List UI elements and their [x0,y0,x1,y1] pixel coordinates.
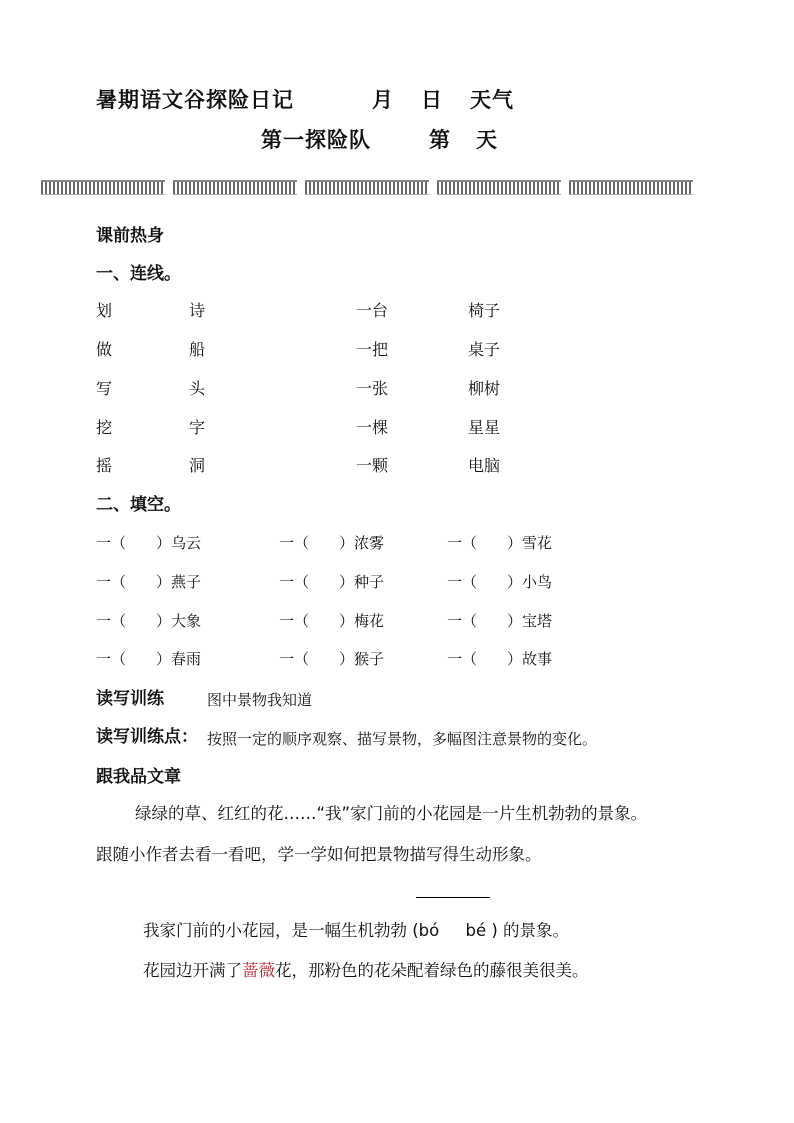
verb-item: 写 [96,379,113,398]
blank-word: 雪花 [522,534,553,552]
noun-item: 星星 [468,418,501,437]
highlighted-word: 蔷薇 [242,961,275,980]
verb-item: 挖 [96,418,113,437]
article-heading: 跟我品文章 [96,767,181,787]
border-segment [41,180,165,195]
blank-prefix[interactable]: 一（ ） [96,650,172,668]
blank-word: 猴子 [354,650,385,668]
blank-prefix[interactable]: 一（ ） [279,650,355,668]
month-label: 月 [372,88,394,112]
blank-prefix[interactable]: 一（ ） [447,534,523,552]
measure-item: 一颗 [356,456,389,475]
blank-prefix[interactable]: 一（ ） [279,534,355,552]
noun-item: 柳树 [468,379,501,398]
warmup-heading: 课前热身 [96,226,164,246]
q1-title: 一、连线。 [96,264,181,284]
fill-blank-item [96,610,201,631]
measure-item: 一台 [356,301,389,320]
fill-blank-item [447,648,552,669]
blank-word: 浓雾 [354,534,385,552]
day-label: 日 [421,88,443,112]
measure-item: 一把 [356,340,389,359]
measure-item: 一张 [356,379,389,398]
blank-prefix[interactable]: 一（ ） [96,612,172,630]
fill-blank-item [96,532,201,553]
q2-title: 二、填空。 [96,495,181,515]
fill-blank-item [447,532,552,553]
blank-prefix[interactable]: 一（ ） [279,573,355,591]
blank-prefix[interactable]: 一（ ） [279,612,355,630]
blank-prefix[interactable]: 一（ ） [96,534,172,552]
paragraph-1 [143,917,569,941]
decorative-border [41,180,704,194]
blank-prefix[interactable]: 一（ ） [447,650,523,668]
paragraph-2-start: 花园边开满了 [143,961,242,980]
fill-blank-item [447,571,552,592]
verb-item: 摇 [96,456,113,475]
diary-title: 暑期语文谷探险日记 [96,88,294,112]
fill-blank-item [279,648,384,669]
fill-blank-item [447,610,552,631]
paragraph-2-end: 花，那粉色的花朵配着绿色的藤很美很美。 [275,961,589,980]
blank-word: 小鸟 [522,573,553,591]
verb-item: 划 [96,301,113,320]
weather-label: 天气 [470,88,514,112]
noun-item: 电脑 [468,456,501,475]
di-label: 第 [429,128,451,152]
border-segment [173,180,297,195]
blank-word: 宝塔 [522,612,553,630]
training-point-text: 按照一定的顺序观察、描写景物，多幅图注意景物的变化。 [207,730,598,748]
object-item: 诗 [189,301,206,320]
paragraph-1-pinyin: bé ) 的景象。 [465,921,570,940]
fill-blank-item [279,532,384,553]
blank-word: 种子 [354,573,385,591]
noun-item: 椅子 [468,301,501,320]
blank-prefix[interactable]: 一（ ） [96,573,172,591]
blank-word: 春雨 [171,650,202,668]
training-label: 读写训练 [96,689,164,709]
object-item: 字 [189,418,206,437]
tian-label: 天 [476,128,498,152]
fill-blank-item [279,571,384,592]
object-item: 船 [189,340,206,359]
team-label: 第一探险队 [261,128,371,152]
blank-prefix[interactable]: 一（ ） [447,573,523,591]
object-item: 洞 [189,456,206,475]
blank-word: 燕子 [171,573,202,591]
blank-word: 故事 [522,650,553,668]
title-blank-line [416,897,490,898]
blank-prefix[interactable]: 一（ ） [447,612,523,630]
paragraph-1-text: 我家门前的小花园，是一幅生机勃勃 (bó [143,921,445,940]
measure-item: 一棵 [356,418,389,437]
intro-line-2: 跟随小作者去看一看吧，学一学如何把景物描写得生动形象。 [96,845,542,864]
training-point-label: 读写训练点： [96,727,198,747]
border-segment [569,180,693,195]
blank-word: 乌云 [171,534,202,552]
verb-item: 做 [96,340,113,359]
border-segment [305,180,429,195]
fill-blank-item [96,571,201,592]
blank-word: 大象 [171,612,202,630]
paragraph-2 [143,957,589,981]
object-item: 头 [189,379,206,398]
noun-item: 桌子 [468,340,501,359]
fill-blank-item [96,648,201,669]
training-topic: 图中景物我知道 [207,691,313,709]
intro-line-1: 绿绿的草、红红的花……“我”家门前的小花园是一片生机勃勃的景象。 [135,804,648,823]
border-segment [437,180,561,195]
blank-word: 梅花 [354,612,385,630]
fill-blank-item [279,610,384,631]
